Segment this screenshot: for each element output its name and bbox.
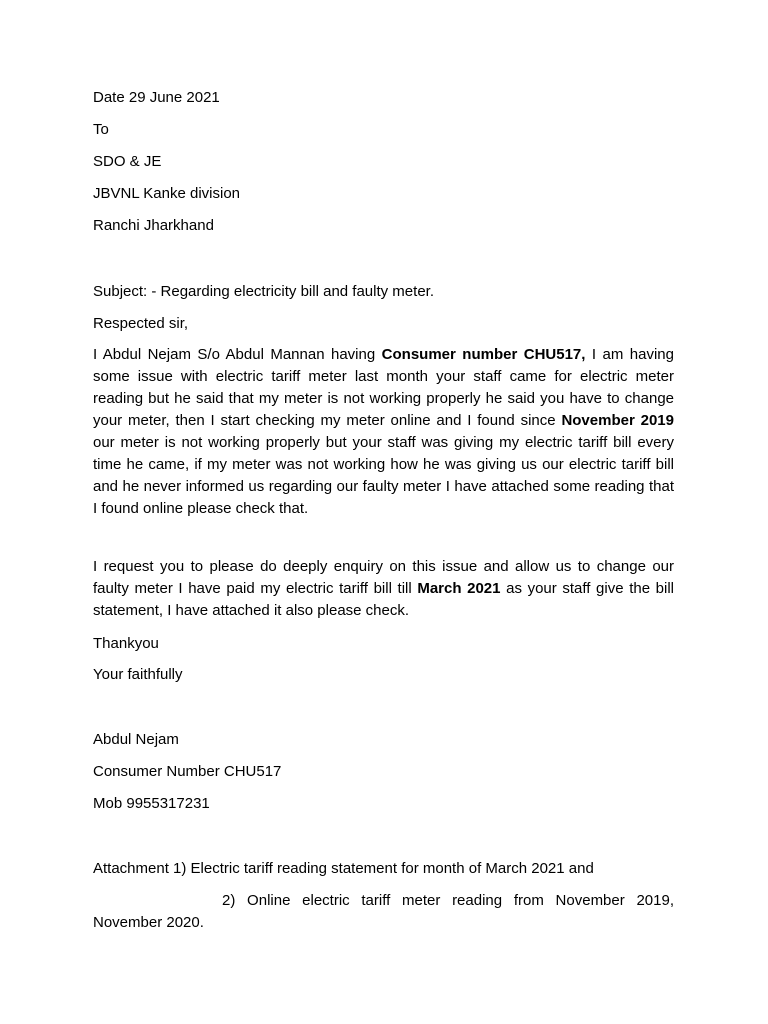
attachment-line-1: Attachment 1) Electric tariff reading statement for month of March 2021 and — [93, 860, 594, 877]
letter-salutation: Respected sir, — [93, 315, 189, 332]
signature-consumer-number: Consumer Number CHU517 — [93, 763, 282, 780]
recipient-line-3: Ranchi Jharkhand — [93, 217, 214, 234]
body-paragraph-2 — [93, 556, 674, 622]
body-paragraph-1 — [93, 344, 674, 520]
since-date-bold: November 2019 — [561, 412, 674, 429]
signature-name: Abdul Nejam — [93, 731, 179, 748]
letter-closing: Your faithfully — [93, 666, 183, 683]
body1-text-1: I Abdul Nejam S/o Abdul Mannan having — [93, 346, 382, 363]
body1-text-3: our meter is not working properly but your staff was giving my electric tariff bill every time he came, if my meter was not working how he was giving us our electric tariff bill and he never informed us regarding our faulty meter I have attached some reading that I found online please check that. — [93, 434, 674, 517]
letter-date: Date 29 June 2021 — [93, 89, 220, 106]
attachment-line-2: 2) Online electric tariff meter reading from November 2019, November 2020. — [93, 892, 674, 931]
letter-to: To — [93, 121, 109, 138]
recipient-line-2: JBVNL Kanke division — [93, 185, 241, 202]
signature-mobile: Mob 9955317231 — [93, 795, 210, 812]
recipient-line-1: SDO & JE — [93, 153, 162, 170]
body2-text-2: as your staff give the bill statement, I have attached it also please check. — [93, 580, 675, 619]
letter-thanks: Thankyou — [93, 635, 159, 652]
body2-text-1: I request you to please do deeply enquiry on this issue and allow us to change our faulty meter I have paid my electric tariff bill till — [93, 558, 674, 597]
body1-text-2: I am having some issue with electric tariff meter last month your staff came for electric meter reading but he said that my meter is not working properly he said you have to change your meter, then I start checking my meter online and I found since — [93, 346, 674, 429]
letter-subject: Subject: - Regarding electricity bill and faulty meter. — [93, 283, 434, 300]
paid-till-bold: March 2021 — [417, 580, 501, 597]
consumer-number-bold: Consumer number CHU517, — [381, 346, 586, 363]
